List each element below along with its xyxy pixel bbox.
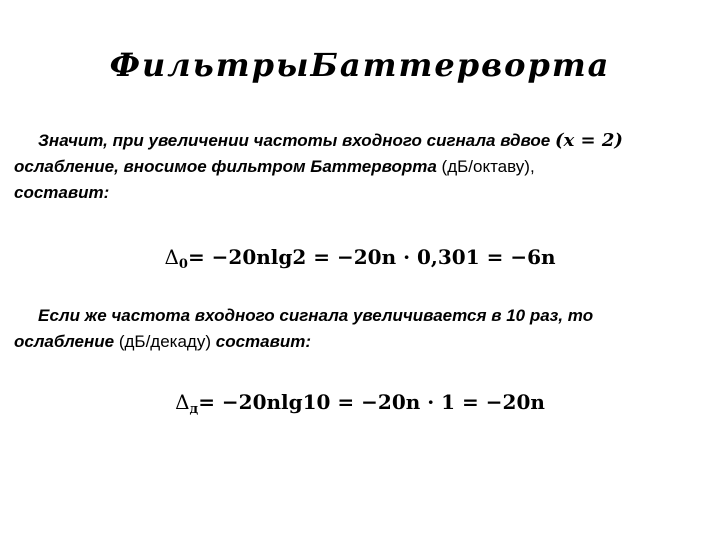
paragraph-octave-text-a: Значит, при увеличении частоты входного сигнала вдвое bbox=[38, 131, 551, 150]
paragraph-decade-text-a: Если же частота входного сигнала увеличивается в 10 раз, то bbox=[38, 306, 594, 325]
paragraph-octave bbox=[14, 128, 706, 206]
paragraph-octave-text-c: составит: bbox=[14, 183, 110, 202]
formula-octave-subscript: 0 bbox=[178, 257, 188, 272]
paragraph-decade-unit: (дБ/декаду) bbox=[118, 332, 212, 351]
formula-decade-subscript: д bbox=[189, 402, 199, 417]
formula-decade-delta: Δ bbox=[175, 390, 190, 414]
paragraph-decade bbox=[14, 303, 706, 355]
formula-octave-delta: Δ bbox=[164, 245, 179, 269]
paragraph-octave-math: (x = 2) bbox=[554, 130, 623, 151]
paragraph-decade-text-b: ослабление bbox=[14, 332, 115, 351]
formula-decade bbox=[0, 390, 720, 417]
paragraph-octave-text-b: ослабление, вносимое фильтром Баттерворта bbox=[14, 157, 437, 176]
formula-octave bbox=[0, 245, 720, 272]
paragraph-octave-unit: (дБ/октаву), bbox=[441, 157, 535, 176]
formula-decade-rhs: = −20nlg10 = −20n · 1 = −20n bbox=[198, 390, 545, 414]
page-title: ФильтрыБаттерворта bbox=[109, 46, 611, 84]
formula-octave-rhs: = −20nlg2 = −20n · 0,301 = −6n bbox=[187, 245, 556, 269]
paragraph-decade-text-c: составит: bbox=[215, 332, 312, 351]
